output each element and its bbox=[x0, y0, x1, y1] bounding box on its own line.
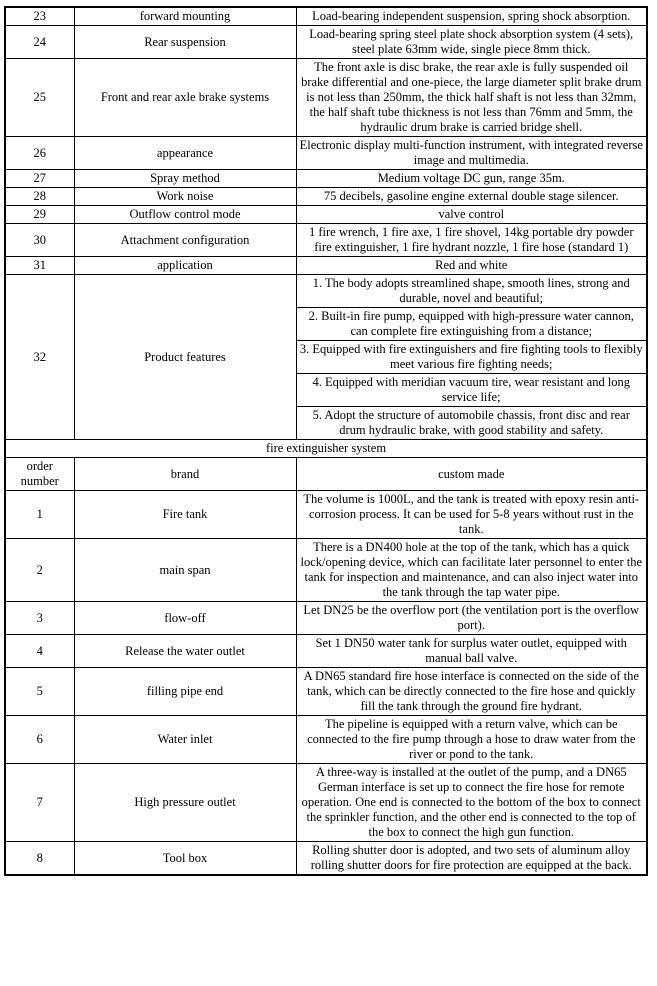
item-name: appearance bbox=[74, 137, 296, 170]
item-description: 75 decibels, gasoline engine external double stage silencer. bbox=[296, 188, 647, 206]
header-custom-made: custom made bbox=[296, 458, 647, 491]
header-order-number: order number bbox=[5, 458, 74, 491]
table-row bbox=[5, 491, 647, 539]
item-name: flow-off bbox=[74, 602, 296, 635]
item-description: A three-way is installed at the outlet of the pump, and a DN65 German interface is set up to connect the fire hose for remote operation. One end is connected to the bottom of the box to connect the sprinkler function, and the other end is connected to the top of the box to connect the high gun function. bbox=[296, 764, 647, 842]
order-number: 26 bbox=[5, 137, 74, 170]
item-name: Rear suspension bbox=[74, 26, 296, 59]
order-number: 28 bbox=[5, 188, 74, 206]
column-header-row bbox=[5, 458, 647, 491]
table-row bbox=[5, 842, 647, 876]
item-name: Work noise bbox=[74, 188, 296, 206]
item-description: The volume is 1000L, and the tank is treated with epoxy resin anti-corrosion process. It can be used for 5-8 years without rust in the tank. bbox=[296, 491, 647, 539]
item-description: Electronic display multi-function instrument, with integrated reverse image and multimedia. bbox=[296, 137, 647, 170]
item-name: Fire tank bbox=[74, 491, 296, 539]
table-row bbox=[5, 257, 647, 275]
table-row bbox=[5, 137, 647, 170]
table-row bbox=[5, 206, 647, 224]
header-brand: brand bbox=[74, 458, 296, 491]
order-number: 23 bbox=[5, 7, 74, 26]
item-description: Set 1 DN50 water tank for surplus water outlet, equipped with manual ball valve. bbox=[296, 635, 647, 668]
order-number: 3 bbox=[5, 602, 74, 635]
item-name: Product features bbox=[74, 275, 296, 440]
order-number: 32 bbox=[5, 275, 74, 440]
table-row bbox=[5, 764, 647, 842]
order-number: 2 bbox=[5, 539, 74, 602]
table-row bbox=[5, 188, 647, 206]
item-description: Load-bearing independent suspension, spring shock absorption. bbox=[296, 7, 647, 26]
item-description: The front axle is disc brake, the rear axle is fully suspended oil brake differential and one-piece, the large diameter split brake drum is not less than 250mm, the thick half shaft is not less than 32mm, the half shaft tube thickness is not less than 76mm and 5mm, the hydraulic drum brake is carried bridge shell. bbox=[296, 59, 647, 137]
order-number: 27 bbox=[5, 170, 74, 188]
item-name: High pressure outlet bbox=[74, 764, 296, 842]
item-description: Red and white bbox=[296, 257, 647, 275]
order-number: 29 bbox=[5, 206, 74, 224]
item-name: Tool box bbox=[74, 842, 296, 876]
feature-item: 2. Built-in fire pump, equipped with high-pressure water cannon, can complete fire extinguishing from a distance; bbox=[296, 308, 647, 341]
item-description: The pipeline is equipped with a return valve, which can be connected to the fire pump through a hose to draw water from the river or pond to the tank. bbox=[296, 716, 647, 764]
feature-item: 4. Equipped with meridian vacuum tire, wear resistant and long service life; bbox=[296, 374, 647, 407]
order-number: 5 bbox=[5, 668, 74, 716]
order-number: 8 bbox=[5, 842, 74, 876]
item-name: main span bbox=[74, 539, 296, 602]
order-number: 31 bbox=[5, 257, 74, 275]
item-name: Water inlet bbox=[74, 716, 296, 764]
order-number: 1 bbox=[5, 491, 74, 539]
item-name: Outflow control mode bbox=[74, 206, 296, 224]
order-number: 30 bbox=[5, 224, 74, 257]
specification-table bbox=[4, 6, 648, 876]
table-row bbox=[5, 170, 647, 188]
feature-item: 3. Equipped with fire extinguishers and fire fighting tools to flexibly meet various fire fighting needs; bbox=[296, 341, 647, 374]
table-row bbox=[5, 602, 647, 635]
product-features-row bbox=[5, 275, 647, 308]
table-row bbox=[5, 668, 647, 716]
item-name: application bbox=[74, 257, 296, 275]
item-description: valve control bbox=[296, 206, 647, 224]
item-name: Front and rear axle brake systems bbox=[74, 59, 296, 137]
order-number: 6 bbox=[5, 716, 74, 764]
feature-item: 1. The body adopts streamlined shape, smooth lines, strong and durable, novel and beautiful; bbox=[296, 275, 647, 308]
section-title: fire extinguisher system bbox=[5, 440, 647, 458]
document-page bbox=[0, 6, 657, 876]
order-number: 24 bbox=[5, 26, 74, 59]
table-row bbox=[5, 635, 647, 668]
table-row bbox=[5, 7, 647, 26]
item-description: Medium voltage DC gun, range 35m. bbox=[296, 170, 647, 188]
item-name: Spray method bbox=[74, 170, 296, 188]
item-description: Let DN25 be the overflow port (the ventilation port is the overflow port). bbox=[296, 602, 647, 635]
order-number: 4 bbox=[5, 635, 74, 668]
item-description: A DN65 standard fire hose interface is connected on the side of the tank, which can be directly connected to the fire hose and quickly fill the tank through the ground fire hydrant. bbox=[296, 668, 647, 716]
section-header-row bbox=[5, 440, 647, 458]
item-description: Load-bearing spring steel plate shock absorption system (4 sets), steel plate 63mm wide, single piece 8mm thick. bbox=[296, 26, 647, 59]
table-row bbox=[5, 26, 647, 59]
table-row bbox=[5, 59, 647, 137]
item-name: forward mounting bbox=[74, 7, 296, 26]
order-number: 25 bbox=[5, 59, 74, 137]
feature-item: 5. Adopt the structure of automobile chassis, front disc and rear drum hydraulic brake, with good stability and safety. bbox=[296, 407, 647, 440]
item-name: Release the water outlet bbox=[74, 635, 296, 668]
table-row bbox=[5, 224, 647, 257]
item-description: 1 fire wrench, 1 fire axe, 1 fire shovel, 14kg portable dry powder fire extinguisher, 1 fire hydrant nozzle, 1 fire hose (standard 1) bbox=[296, 224, 647, 257]
order-number: 7 bbox=[5, 764, 74, 842]
item-description: Rolling shutter door is adopted, and two sets of aluminum alloy rolling shutter doors for fire protection are equipped at the back. bbox=[296, 842, 647, 876]
item-name: filling pipe end bbox=[74, 668, 296, 716]
item-name: Attachment configuration bbox=[74, 224, 296, 257]
item-description: There is a DN400 hole at the top of the tank, which has a quick lock/opening device, which can facilitate later personnel to enter the tank for inspection and maintenance, and can also inject water into the tank through the tap water pipe. bbox=[296, 539, 647, 602]
table-row bbox=[5, 539, 647, 602]
table-row bbox=[5, 716, 647, 764]
